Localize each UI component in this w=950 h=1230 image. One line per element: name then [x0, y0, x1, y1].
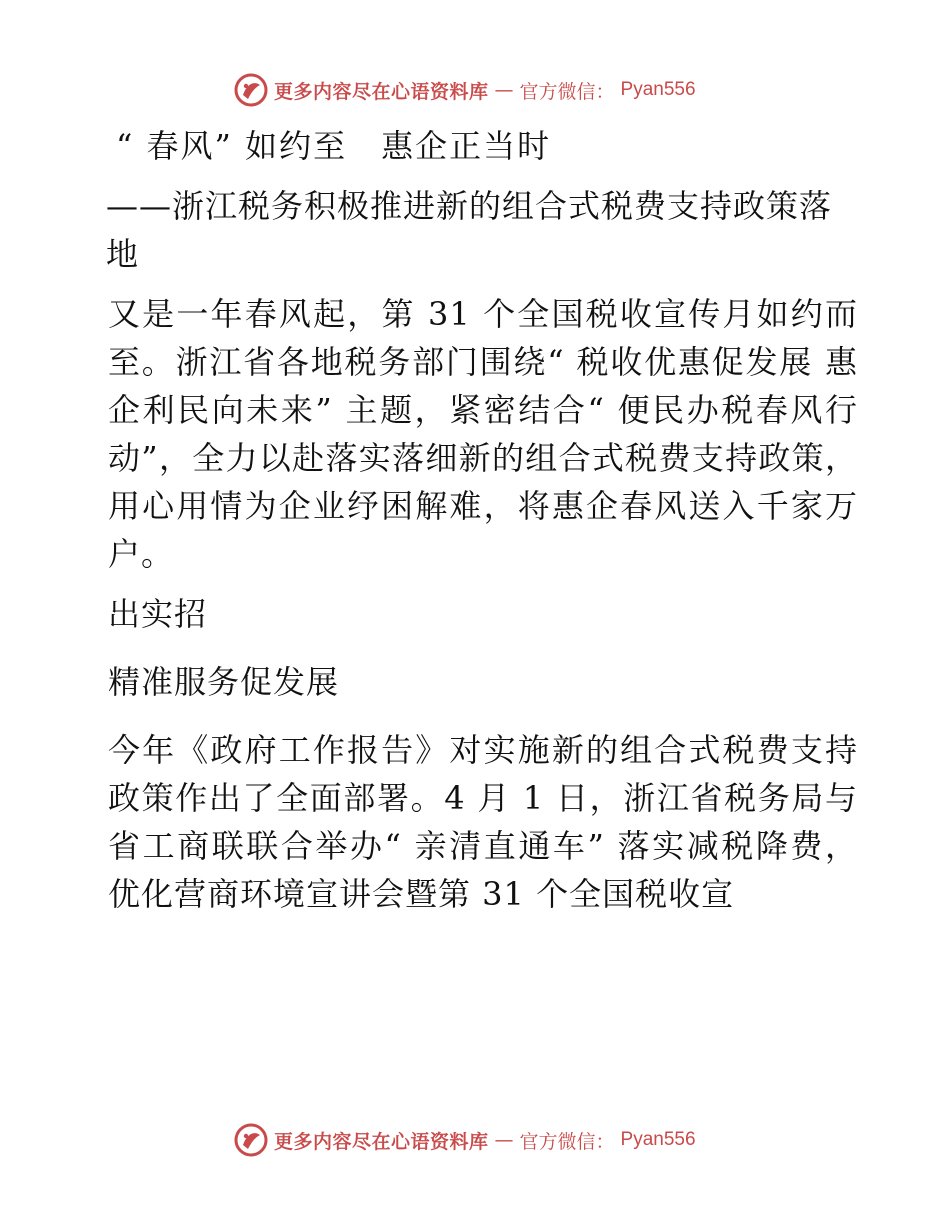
banner-main-text: 更多内容尽在心语资料库: [274, 1130, 489, 1153]
paragraph-policy: 今年《政府工作报告》对实施新的组合式税费支持政策作出了全面部署。4 月 1 日，浙江省税务局与省工商联联合举办“ 亲清直通车” 落实减税降费，优化营商环境宣讲会暨第 31 个全国税收宣: [108, 731, 858, 913]
banner-wechat-label: 官方微信：: [519, 1130, 615, 1153]
section-heading-2: 精准服务促发展: [108, 663, 340, 701]
document-subtitle: ——浙江税务积极推进新的组合式税费支持政策落地: [106, 187, 833, 273]
document-title: “ 春风” 如约至 惠企正当时: [116, 127, 552, 165]
document-body: [98, 122, 858, 930]
header-watermark-banner: [234, 72, 696, 108]
banner-wechat-label: 官方微信：: [519, 80, 615, 103]
banner-wechat-id: Pyan556: [620, 79, 696, 100]
paragraph-intro: 又是一年春风起，第 31 个全国税收宣传月如约而至。浙江省各地税务部门围绕“ 税收优惠促发展 惠企利民向未来” 主题，紧密结合“ 便民办税春风行动”，全力以赴落实落细新的组合式税费支持政策，用心用情为企业纾困解难，将惠企春风送入千家万户。: [108, 295, 858, 573]
banner-separator: —: [494, 79, 514, 101]
section-heading-1: 出实招: [108, 595, 208, 633]
banner-separator: —: [494, 1129, 514, 1151]
brand-logo-icon: [234, 73, 268, 107]
banner-wechat-id: Pyan556: [620, 1129, 696, 1150]
brand-logo-icon: [234, 1123, 268, 1157]
banner-main-text: 更多内容尽在心语资料库: [274, 80, 489, 103]
footer-watermark-banner: [234, 1122, 696, 1158]
